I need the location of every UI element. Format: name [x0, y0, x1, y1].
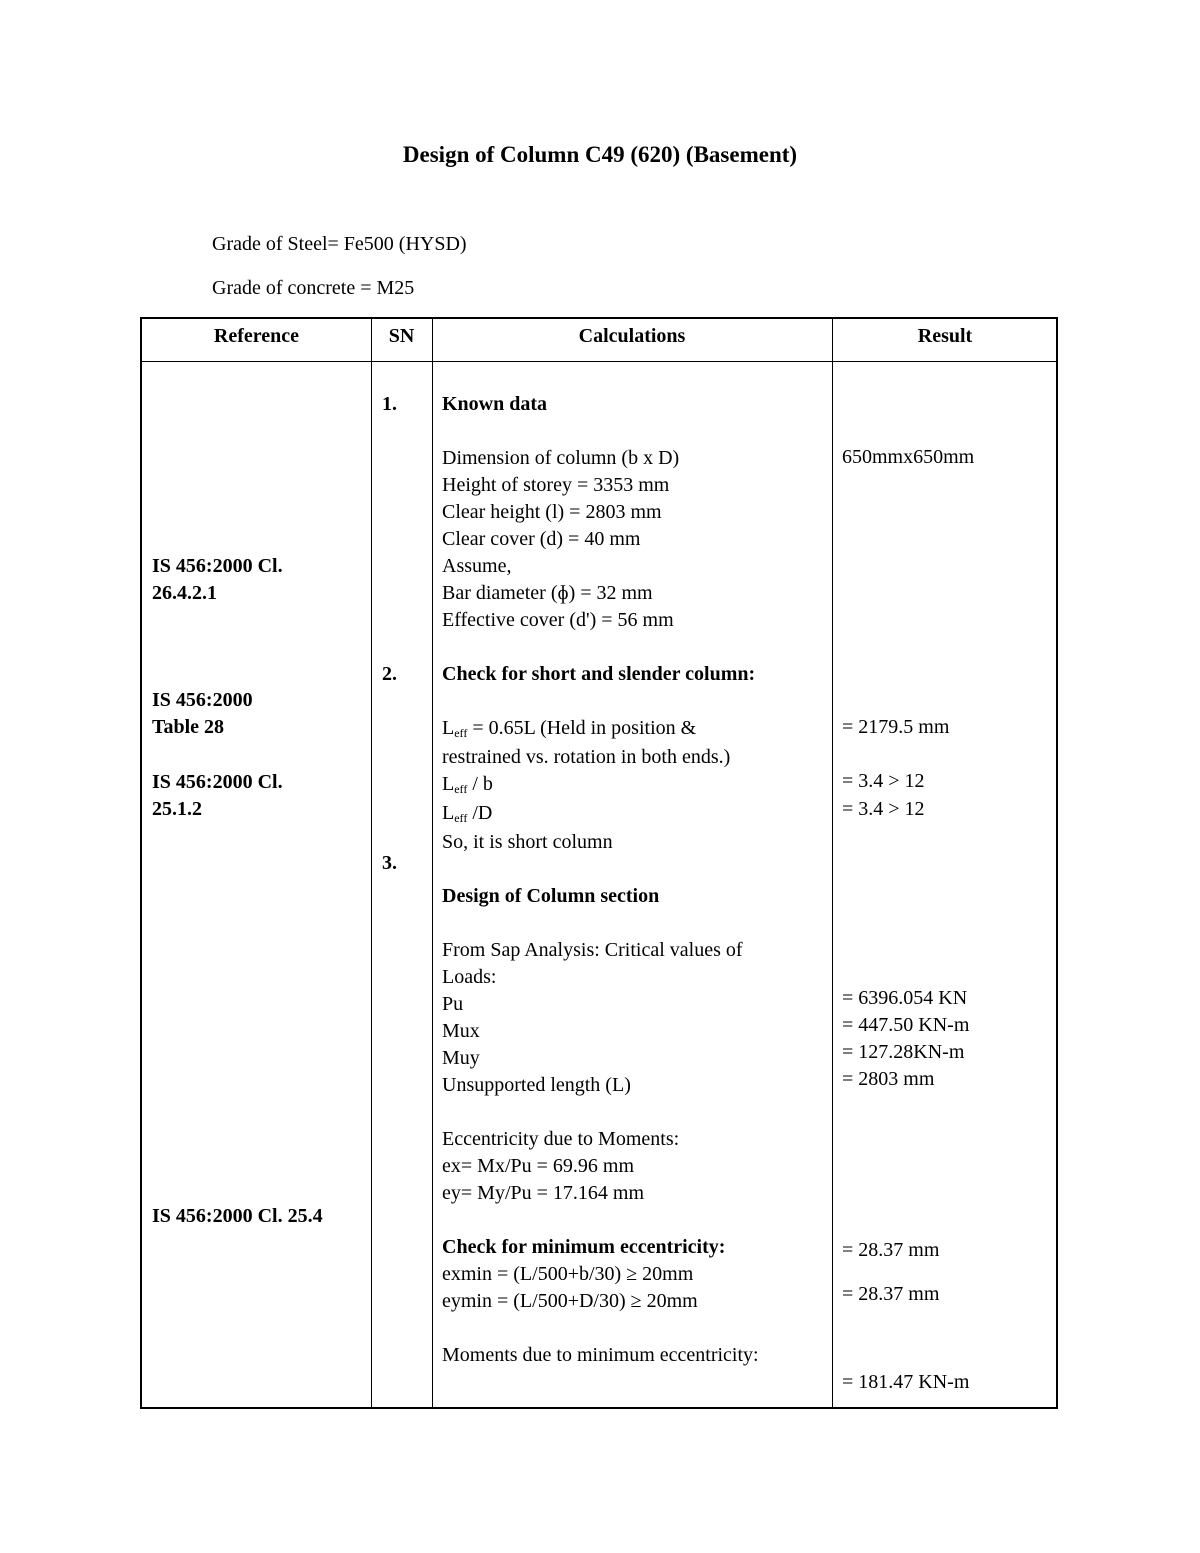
loads-line: Loads: [442, 966, 497, 988]
header-reference: Reference [213, 325, 300, 347]
result-leff-D: = 3.4 > 12 [842, 798, 925, 820]
height-storey-line: Height of storey = 3353 mm [442, 474, 670, 496]
column-divider [832, 319, 833, 1407]
result-moment-min: = 181.47 KN-m [842, 1371, 970, 1393]
page-title: Design of Column C49 (620) (Basement) [402, 142, 798, 167]
clear-cover-line: Clear cover (d) = 40 mm [442, 528, 641, 550]
header-divider [142, 361, 1056, 362]
sn-1: 1. [382, 393, 397, 415]
result-leff: = 2179.5 mm [842, 716, 950, 738]
mux-line: Mux [442, 1020, 480, 1042]
leff-line: $L_{eff} = 0.65L$ (Held in position & [442, 717, 697, 740]
moments-min-ecc-line: Moments due to minimum eccentricity: [442, 1344, 759, 1366]
reference-cl-25-1-2: IS 456:2000 Cl. 25.1.2 [152, 771, 283, 820]
grade-of-steel: Grade of Steel= Fe500 (HYSD) [212, 233, 467, 255]
known-data-heading: Known data [442, 393, 548, 415]
column-divider [371, 319, 372, 1407]
unsupported-length-line: Unsupported length (L) [442, 1074, 631, 1096]
ex-line: ex= Mx/Pu = 69.96 mm [442, 1155, 635, 1177]
header-calculations: Calculations [578, 325, 686, 347]
ey-line: ey= My/Pu = 17.164 mm [442, 1182, 645, 1204]
result-unsupported: = 2803 mm [842, 1068, 935, 1090]
restrained-line: restrained vs. rotation in both ends.) [442, 746, 731, 768]
result-exmin: = 28.37 mm [842, 1239, 940, 1261]
from-sap-line: From Sap Analysis: Critical values of [442, 939, 743, 961]
eymin-line: eymin = (L/500+D/30) ≥ 20mm [442, 1290, 698, 1312]
result-pu: = 6396.054 KN [842, 987, 968, 1009]
reference-table-28: IS 456:2000 Table 28 [152, 689, 253, 738]
eccentricity-moments-line: Eccentricity due to Moments: [442, 1128, 680, 1150]
calculations-block [442, 391, 759, 1369]
result-muy: = 127.28KN-m [842, 1041, 965, 1063]
dimension-line: Dimension of column (b x D) [442, 447, 680, 469]
grade-of-concrete: Grade of concrete = M25 [212, 277, 415, 299]
leff-b-line: $L_{eff}$ / b [442, 773, 493, 796]
reference-cl-26-4-2-1: IS 456:2000 Cl. 26.4.2.1 [152, 555, 283, 604]
sn-2: 2. [382, 663, 397, 685]
check-short-slender-heading: Check for short and slender column: [442, 663, 756, 685]
design-table [140, 317, 1058, 1409]
leff-D-line: $L_{eff}$ /D [442, 802, 493, 825]
result-mux: = 447.50 KN-m [842, 1014, 970, 1036]
header-sn: SN [388, 325, 415, 347]
sn-3: 3. [382, 852, 397, 874]
effective-cover-line: Effective cover (d') = 56 mm [442, 609, 674, 631]
result-eymin: = 28.37 mm [842, 1283, 940, 1305]
reference-cl-25-4: IS 456:2000 Cl. 25.4 [152, 1205, 323, 1227]
header-result: Result [917, 325, 973, 347]
check-min-eccentricity-heading: Check for minimum eccentricity: [442, 1236, 726, 1258]
exmin-line: exmin = (L/500+b/30) ≥ 20mm [442, 1263, 694, 1285]
result-leff-b: = 3.4 > 12 [842, 770, 925, 792]
bar-diameter-line: Bar diameter (ɸ) = 32 mm [442, 582, 653, 604]
result-dimension: 650mmx650mm [842, 446, 975, 468]
column-divider [432, 319, 433, 1407]
pu-line: Pu [442, 993, 464, 1015]
short-column-line: So, it is short column [442, 831, 613, 853]
assume-line: Assume, [442, 555, 512, 577]
muy-line: Muy [442, 1047, 480, 1069]
design-section-heading: Design of Column section [442, 885, 660, 907]
clear-height-line: Clear height (l) = 2803 mm [442, 501, 662, 523]
